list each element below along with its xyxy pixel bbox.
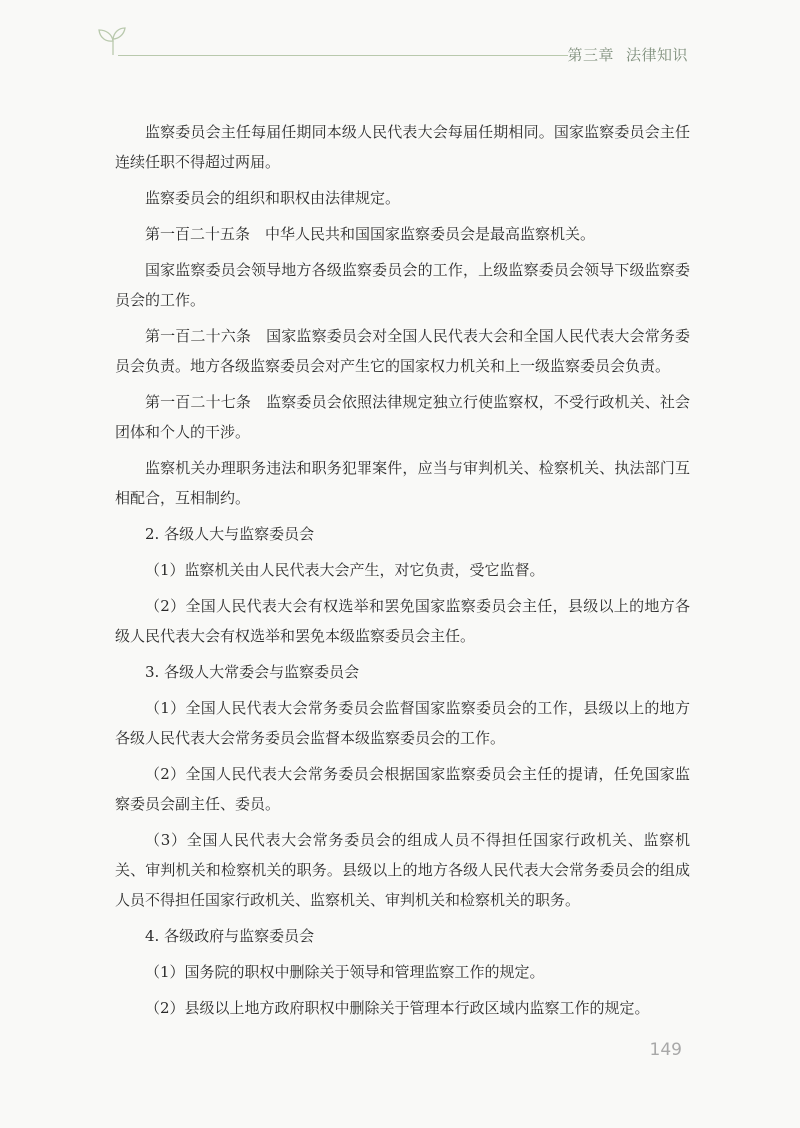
list-item: （3）全国人民代表大会常务委员会的组成人员不得担任国家行政机关、监察机关、审判机关和检察机关的职务。县级以上的地方各级人民代表大会常务委员会的组成人员不得担任国家行政机关、监察机关、审判机关和检察机关的职务。 <box>115 831 690 909</box>
paragraph: 监察委员会主任每届任期同本级人民代表大会每届任期相同。国家监察委员会主任连续任职不得超过两届。 <box>115 123 690 171</box>
list-item: （1）全国人民代表大会常务委员会监督国家监察委员会的工作，县级以上的地方各级人民代表大会常务委员会监督本级监察委员会的工作。 <box>115 699 690 747</box>
chapter-heading <box>567 44 688 65</box>
section-heading: 2. 各级人大与监察委员会 <box>145 525 315 543</box>
chapter-title: 法律知识 <box>625 46 688 64</box>
list-item: （1）国务院的职权中删除关于领导和管理监察工作的规定。 <box>145 963 545 981</box>
page-number: 149 <box>649 1040 682 1060</box>
paragraph: 监察委员会的组织和职权由法律规定。 <box>145 189 401 207</box>
list-item: （2）全国人民代表大会有权选举和罢免国家监察委员会主任，县级以上的地方各级人民代表大会有权选举和罢免本级监察委员会主任。 <box>115 597 690 645</box>
section-heading: 3. 各级人大常委会与监察委员会 <box>145 663 360 681</box>
sprout-icon <box>96 26 130 56</box>
article-125: 第一百二十五条 中华人民共和国国家监察委员会是最高监察机关。 <box>145 225 596 243</box>
list-item: （2）全国人民代表大会常务委员会根据国家监察委员会主任的提请，任免国家监察委员会副主任、委员。 <box>115 765 690 813</box>
paragraph: 国家监察委员会领导地方各级监察委员会的工作，上级监察委员会领导下级监察委员会的工作。 <box>115 261 690 309</box>
section-heading: 4. 各级政府与监察委员会 <box>145 927 315 945</box>
list-item: （2）县级以上地方政府职权中删除关于管理本行政区域内监察工作的规定。 <box>145 999 650 1017</box>
paragraph: 监察机关办理职务违法和职务犯罪案件，应当与审判机关、检察机关、执法部门互相配合，互相制约。 <box>115 459 690 507</box>
list-item: （1）监察机关由人民代表大会产生，对它负责，受它监督。 <box>145 561 545 579</box>
header-rule <box>118 55 568 56</box>
article-126: 第一百二十六条 国家监察委员会对全国人民代表大会和全国人民代表大会常务委员会负责。地方各级监察委员会对产生它的国家权力机关和上一级监察委员会负责。 <box>115 327 690 375</box>
chapter-number: 第三章 <box>567 46 614 64</box>
body-text <box>115 117 690 1029</box>
page-header <box>0 0 800 80</box>
article-127: 第一百二十七条 监察委员会依照法律规定独立行使监察权，不受行政机关、社会团体和个人的干涉。 <box>115 393 690 441</box>
